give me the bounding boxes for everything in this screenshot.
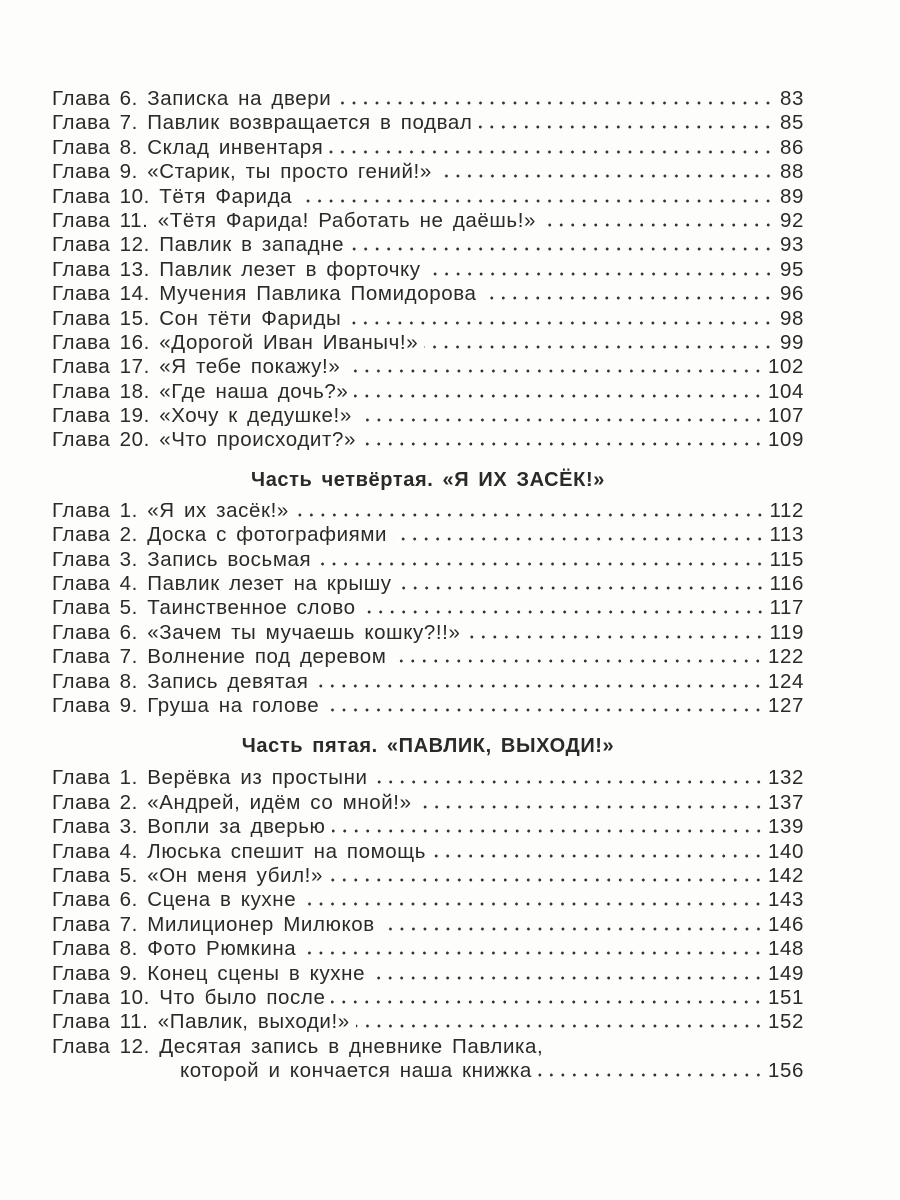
entry-title: Глава 9. Конец сцены в кухне xyxy=(52,961,366,985)
entry-page: 115 xyxy=(769,547,804,571)
entry-title: Глава 11. «Павлик, выходи!» xyxy=(52,1010,350,1034)
dot-leader xyxy=(346,369,764,373)
entry-title: Глава 8. Склад инвентаря xyxy=(52,135,324,159)
dot-leader xyxy=(350,247,774,251)
entry-title: Глава 8. Фото Рюмкина xyxy=(52,937,297,961)
entry-page: 139 xyxy=(767,815,804,839)
entry-page: 104 xyxy=(767,379,804,403)
toc-entry xyxy=(52,233,804,257)
dot-leader xyxy=(329,150,774,154)
toc-entry xyxy=(52,404,804,428)
entry-title: Глава 14. Мучения Павлика Помидорова xyxy=(52,282,477,306)
dot-leader xyxy=(362,610,766,614)
entry-title: Глава 6. Сцена в кухне xyxy=(52,888,297,912)
toc-entry xyxy=(52,937,804,961)
toc-entry xyxy=(52,572,804,596)
dot-leader xyxy=(298,199,774,203)
entry-title: Глава 10. Тётя Фарида xyxy=(52,184,293,208)
dot-leader xyxy=(374,780,764,784)
toc-entry xyxy=(52,355,804,379)
dot-leader xyxy=(482,296,774,300)
entry-title: Глава 4. Люська спешит на помощь xyxy=(52,839,427,863)
entry-page: 127 xyxy=(767,693,804,717)
toc-entry xyxy=(52,428,804,452)
dot-leader xyxy=(398,586,766,590)
dot-leader xyxy=(424,345,774,349)
entry-page: 92 xyxy=(779,208,804,232)
entry-page: 93 xyxy=(779,233,804,257)
toc-entry xyxy=(52,888,804,912)
dot-leader xyxy=(392,659,764,663)
entry-title-line1: Глава 12. Десятая запись в дневнике Павлика, xyxy=(52,1034,544,1058)
entry-page: 113 xyxy=(769,523,804,547)
toc-entry xyxy=(52,209,804,233)
entry-title-line2: которой и кончается наша книжка xyxy=(180,1059,532,1083)
entry-title: Глава 7. Волнение под деревом xyxy=(52,645,387,669)
toc-entry xyxy=(52,380,804,404)
toc-entry xyxy=(52,962,804,986)
entry-title: Глава 6. Записка на двери xyxy=(52,87,332,110)
toc-entry xyxy=(52,331,804,355)
entry-title: Глава 11. «Тётя Фарида! Работать не даёшь!» xyxy=(52,208,537,232)
dot-leader xyxy=(329,878,764,882)
entry-page: 122 xyxy=(767,645,804,669)
toc-entry xyxy=(52,596,804,620)
entry-page: 116 xyxy=(769,572,804,596)
entry-page: 86 xyxy=(779,135,804,159)
toc-entry xyxy=(52,499,804,523)
toc-entry xyxy=(52,645,804,669)
toc-entry xyxy=(52,258,804,282)
dot-leader xyxy=(332,829,764,833)
entry-title: Глава 6. «Зачем ты мучаешь кошку?!!» xyxy=(52,620,461,644)
entry-title: Глава 19. «Хочу к дедушке!» xyxy=(52,404,352,428)
toc-entry-multiline xyxy=(52,1035,804,1084)
toc-entry xyxy=(52,670,804,694)
toc-entry xyxy=(52,111,804,135)
toc-entry xyxy=(52,791,804,815)
dot-leader xyxy=(427,272,774,276)
part4-heading: Часть четвёртая. «Я ИХ ЗАСЁК!» xyxy=(251,468,605,491)
entry-title: Глава 9. Груша на голове xyxy=(52,693,320,717)
entry-title: Глава 16. «Дорогой Иван Иваныч!» xyxy=(52,330,419,354)
dot-leader xyxy=(302,902,764,906)
dot-leader xyxy=(432,854,764,858)
entry-title: Глава 9. «Старик, ты просто гений!» xyxy=(52,160,432,184)
entry-title: Глава 3. Вопли за дверью xyxy=(52,815,326,839)
dot-leader xyxy=(354,394,764,398)
entry-page: 146 xyxy=(767,912,804,936)
dot-leader xyxy=(393,537,765,541)
dot-leader xyxy=(317,562,765,566)
entry-page: 88 xyxy=(779,160,804,184)
entry-page: 98 xyxy=(779,306,804,330)
entry-page: 149 xyxy=(767,961,804,985)
entry-title: Глава 4. Павлик лезет на крышу xyxy=(52,572,392,596)
entry-page: 117 xyxy=(769,596,804,620)
toc-entry xyxy=(52,136,804,160)
entry-title: Глава 12. Павлик в западне xyxy=(52,233,345,257)
dot-leader xyxy=(371,976,764,980)
entry-title: Глава 18. «Где наша дочь?» xyxy=(52,379,349,403)
dot-leader xyxy=(295,513,766,517)
dot-leader xyxy=(438,174,774,178)
entry-page: 151 xyxy=(767,985,804,1009)
toc-entry xyxy=(52,1010,804,1034)
toc-entry xyxy=(52,160,804,184)
entry-page: 96 xyxy=(779,282,804,306)
entry-page: 156 xyxy=(767,1059,804,1083)
entry-title: Глава 15. Сон тёти Фариды xyxy=(52,306,342,330)
entry-title: Глава 1. Верёвка из простыни xyxy=(52,766,368,790)
dot-leader xyxy=(325,708,764,712)
entry-title: Глава 20. «Что происходит?» xyxy=(52,428,356,452)
part5-heading: Часть пятая. «ПАВЛИК, ВЫХОДИ!» xyxy=(241,735,615,758)
entry-page: 107 xyxy=(767,404,804,428)
dot-leader xyxy=(356,1024,764,1028)
entry-page: 109 xyxy=(767,428,804,452)
table-of-contents xyxy=(52,87,804,1083)
toc-entry xyxy=(52,840,804,864)
entry-title: Глава 10. Что было после xyxy=(52,985,326,1009)
entry-title: Глава 5. Таинственное слово xyxy=(52,596,356,620)
entry-page: 137 xyxy=(767,790,804,814)
part4-entries xyxy=(52,499,804,719)
entry-title: Глава 2. Доска с фотографиями xyxy=(52,523,388,547)
toc-entry xyxy=(52,185,804,209)
toc-entry xyxy=(52,307,804,331)
entry-page: 119 xyxy=(769,620,804,644)
toc-entry xyxy=(52,986,804,1010)
entry-page: 95 xyxy=(779,257,804,281)
dot-leader xyxy=(331,1000,764,1004)
entry-title: Глава 7. Милиционер Милюков xyxy=(52,912,375,936)
toc-entry xyxy=(52,766,804,790)
entry-title: Глава 5. «Он меня убил!» xyxy=(52,863,323,887)
dot-leader xyxy=(478,125,774,129)
entry-page: 142 xyxy=(767,863,804,887)
entry-title: Глава 3. Запись восьмая xyxy=(52,547,312,571)
entry-page: 99 xyxy=(779,330,804,354)
toc-entry xyxy=(52,548,804,572)
dot-leader xyxy=(302,951,764,955)
part5-entries xyxy=(52,766,804,1034)
entry-page: 143 xyxy=(767,888,804,912)
entry-page: 140 xyxy=(767,839,804,863)
entry-title: Глава 8. Запись девятая xyxy=(52,669,309,693)
toc-entry xyxy=(52,621,804,645)
toc-entry xyxy=(52,523,804,547)
dot-leader xyxy=(337,101,774,105)
dot-leader xyxy=(418,805,764,809)
dot-leader xyxy=(314,684,764,688)
toc-entry xyxy=(52,864,804,888)
entry-title: Глава 13. Павлик лезет в форточку xyxy=(52,257,421,281)
entry-page: 83 xyxy=(779,87,804,110)
dot-leader xyxy=(538,1073,764,1077)
dot-leader xyxy=(466,635,765,639)
entry-page: 152 xyxy=(767,1010,804,1034)
entry-page: 102 xyxy=(767,355,804,379)
entry-title: Глава 17. «Я тебе покажу!» xyxy=(52,355,341,379)
entry-page: 148 xyxy=(767,937,804,961)
toc-entry xyxy=(52,913,804,937)
entry-title: Глава 7. Павлик возвращается в подвал xyxy=(52,111,473,135)
toc-entry xyxy=(52,815,804,839)
dot-leader xyxy=(362,442,764,446)
part3-entries xyxy=(52,87,804,453)
entry-title: Глава 1. «Я их засёк!» xyxy=(52,498,289,522)
entry-page: 132 xyxy=(767,766,804,790)
dot-leader xyxy=(358,418,764,422)
entry-page: 124 xyxy=(767,669,804,693)
entry-title: Глава 2. «Андрей, идём со мной!» xyxy=(52,790,412,814)
dot-leader xyxy=(381,927,764,931)
toc-entry xyxy=(52,282,804,306)
toc-entry xyxy=(52,87,804,111)
toc-entry xyxy=(52,694,804,718)
entry-page: 89 xyxy=(779,184,804,208)
entry-page: 112 xyxy=(769,498,804,522)
dot-leader xyxy=(347,321,774,325)
dot-leader xyxy=(542,223,774,227)
entry-page: 85 xyxy=(779,111,804,135)
